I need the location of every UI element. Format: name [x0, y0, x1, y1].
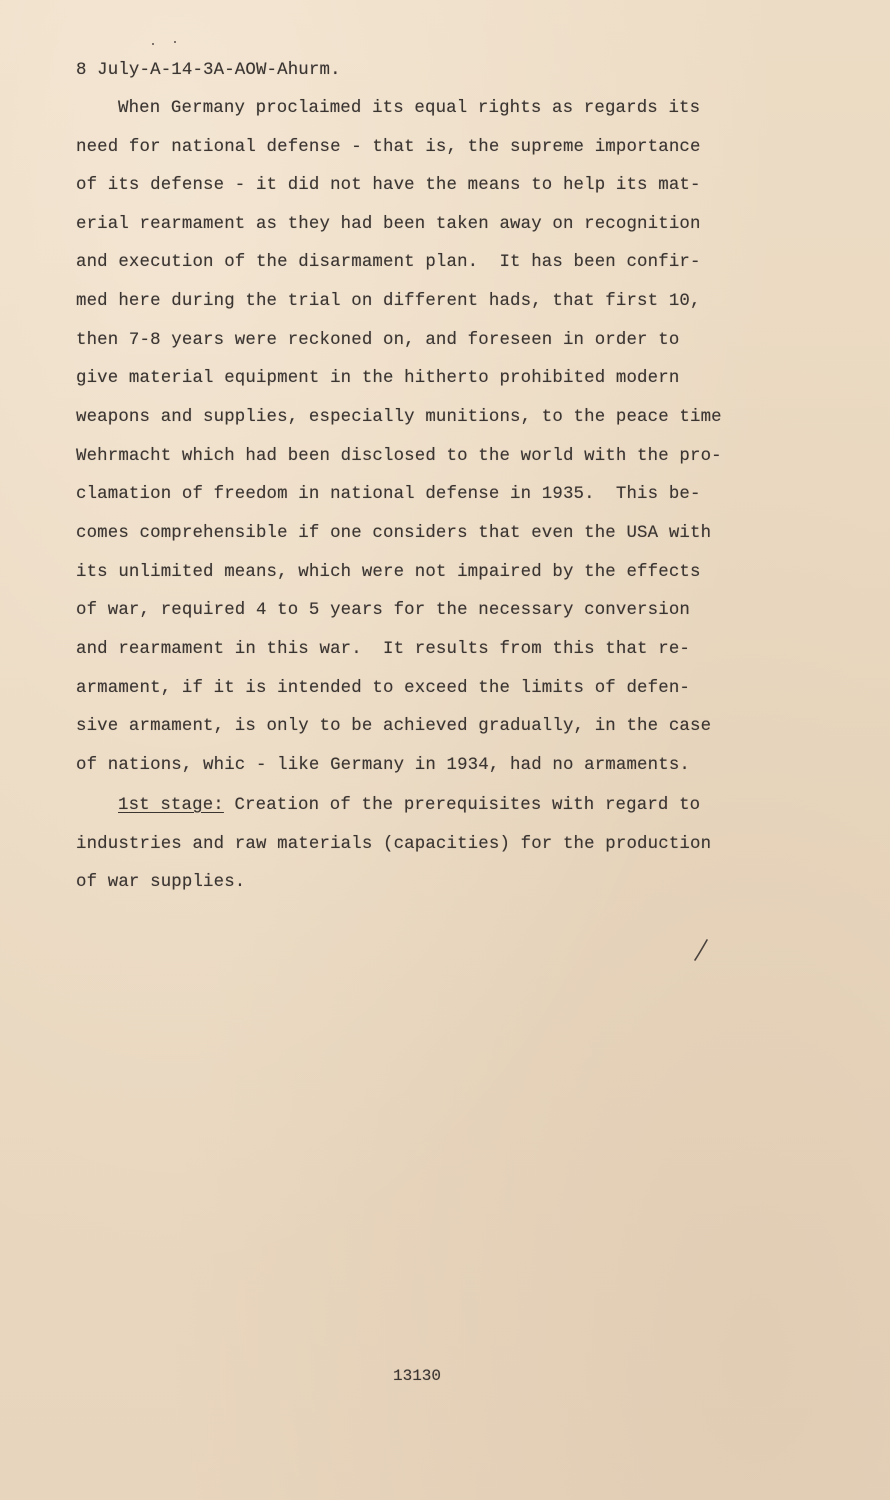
- stage-label: 1st stage:: [118, 796, 224, 815]
- stage-line: [118, 795, 700, 817]
- text-line: erial rearmament as they had been taken away on recognition: [76, 215, 701, 234]
- text-line: of war supplies.: [76, 873, 246, 892]
- text-line: clamation of freedom in national defense in 1935. This be-: [76, 485, 701, 504]
- text-line: then 7-8 years were reckoned on, and foreseen in order to: [76, 331, 680, 350]
- text-line: Wehrmacht which had been disclosed to the world with the pro-: [76, 447, 722, 466]
- text-line: weapons and supplies, especially munitions, to the peace time: [76, 408, 722, 427]
- text-line: med here during the trial on different hads, that first 10,: [76, 292, 701, 311]
- text-line: of its defense - it did not have the means to help its mat-: [76, 176, 701, 195]
- text-line: and execution of the disarmament plan. It has been confir-: [76, 253, 701, 272]
- text-line: give material equipment in the hitherto prohibited modern: [76, 369, 680, 388]
- text-line: sive armament, is only to be achieved gradually, in the case: [76, 717, 712, 736]
- text-line: and rearmament in this war. It results from this that re-: [76, 640, 690, 659]
- text-line: comes comprehensible if one considers that even the USA with: [76, 524, 712, 543]
- text-line: armament, if it is intended to exceed the limits of defen-: [76, 679, 690, 698]
- page-number: 13130: [393, 1367, 442, 1385]
- text-line: need for national defense - that is, the supreme importance: [76, 138, 701, 157]
- text-line: of nations, whic - like Germany in 1934, had no armaments.: [76, 756, 690, 775]
- pencil-slash-mark: [690, 936, 714, 964]
- stage-text: Creation of the prerequisites with regard to: [223, 796, 701, 815]
- ink-specks: [148, 38, 188, 50]
- text-line: When Germany proclaimed its equal rights as regards its: [118, 99, 701, 118]
- text-line: of war, required 4 to 5 years for the necessary conversion: [76, 601, 690, 620]
- text-line: its unlimited means, which were not impaired by the effects: [76, 563, 701, 582]
- text-line: industries and raw materials (capacities) for the production: [76, 835, 712, 854]
- document-header: 8 July-A-14-3A-AOW-Ahurm.: [76, 61, 341, 80]
